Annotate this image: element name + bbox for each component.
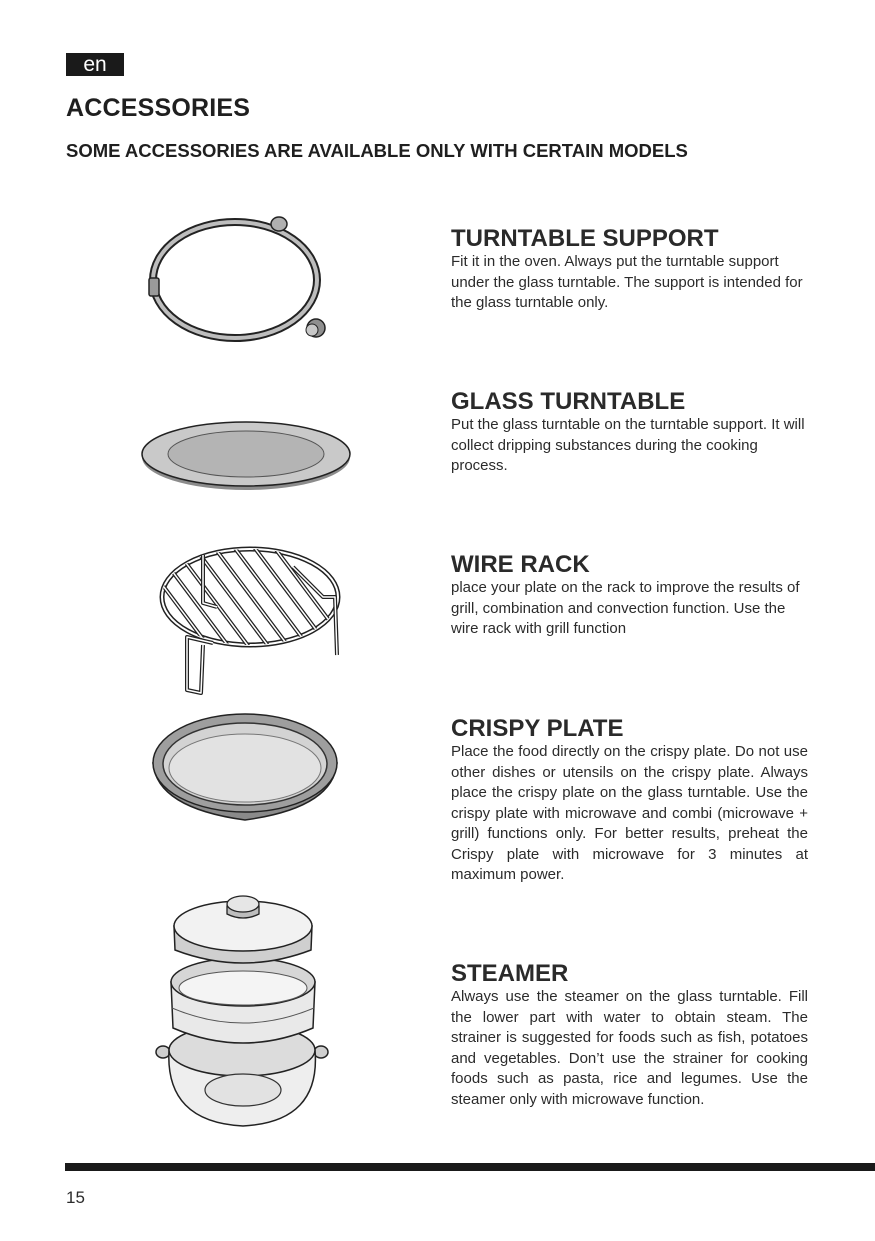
accessory-description: Put the glass turntable on the turntable support. It will collect dripping substances during the cooking process. [451,416,805,474]
glass-turntable-illustration [138,416,354,496]
accessory-description: Place the food directly on the crispy plate. Do not use other dishes or utensils on the crispy plate. Always place the crispy plate on the glass turntable. Use the crispy plate with microwave and combi (microwave + grill) functions only. For better results, preheat the Crispy plate with microwave for 3 minutes at maximum power. [451,743,808,883]
accessory-title: GLASS TURNTABLE [451,388,686,415]
accessory-title: WIRE RACK [451,551,590,578]
turntable-support-illustration [140,210,340,350]
accessory-title: STEAMER [451,960,569,987]
language-badge: en [66,53,124,76]
page-subtitle: SOME ACCESSORIES ARE AVAILABLE ONLY WITH CERTAIN MODELS [66,140,688,161]
accessory-title: CRISPY PLATE [451,715,624,742]
accessory-title: TURNTABLE SUPPORT [451,225,719,252]
steamer-illustration [155,890,335,1130]
accessory-description: Fit it in the oven. Always put the turntable support under the glass turntable. The support is intended for the glass turntable only. [451,253,803,311]
footer-rule [65,1163,875,1171]
accessory-description: Always use the steamer on the glass turntable. Fill the lower part with water to obtain steam. The strainer is suggested for foods such as fish, potatoes and vegetables. Don’t use the strainer for cooking foods such as pasta, rice and legumes. Use the steamer only with microwave function. [451,988,808,1108]
wire-rack-illustration [155,545,345,700]
crispy-plate-illustration [145,708,345,826]
page-title: ACCESSORIES [66,94,251,122]
page-number: 15 [66,1188,85,1207]
accessory-description: place your plate on the rack to improve the results of grill, combination and convection function. Use the wire rack with grill function [451,579,800,637]
